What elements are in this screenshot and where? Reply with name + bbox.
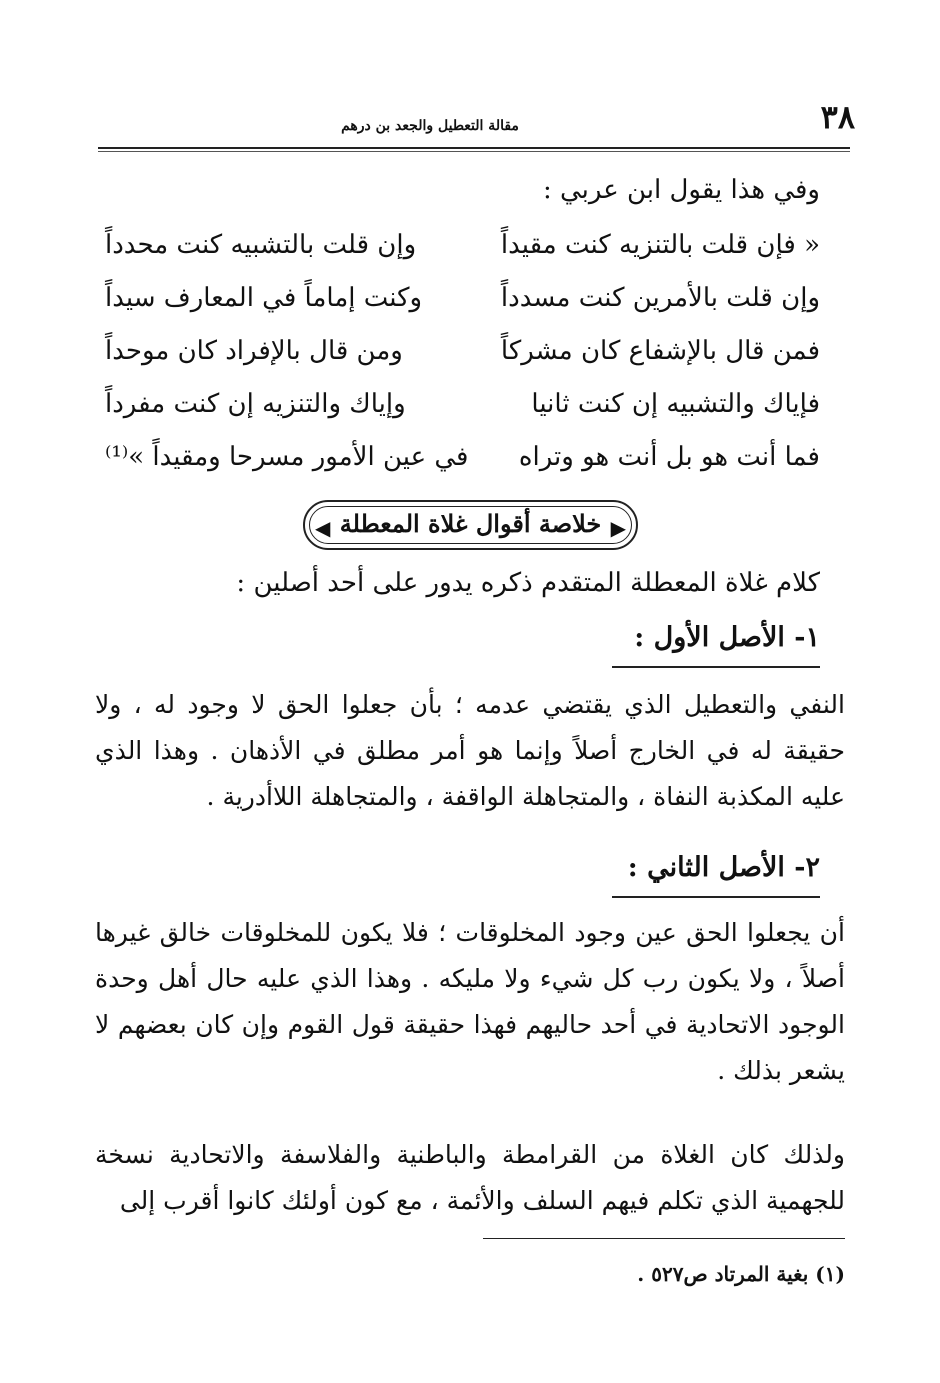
poem-verse-3-first: فمن قال بالإشفاع كان مشركاً [500,336,820,366]
footnote: (١) بغية المرتاد ص٥٢٧ . [637,1262,845,1286]
intro-line: وفي هذا يقول ابن عربي : [542,175,820,205]
poem-verse-4-first: فإياك والتشبيه إن كنت ثانيا [531,389,820,419]
closing-paragraph: ولذلك كان الغلاة من القرامطة والباطنية والفلاسفة والاتحادية نسخة للجهمية الذي تكلم فيهم السلف والأئمة ، مع كون أولئك كانوا أقرب إلى [95,1140,845,1215]
header-rule [98,147,850,149]
section1-paragraph: النفي والتعطيل الذي يقتضي عدمه ؛ بأن جعلوا الحق لا وجود له ، ولا حقيقة له في الخارج أصلاً وإنما هو أمر مطلق في الأذهان . وهذا الذي عليه المكذبة النفاة ، والمتجاهلة الواقفة ، والمتجاهلة اللاأدرية . [95,690,845,811]
banner-title: خلاصة أقوال غلاة المعطلة [339,509,602,538]
poem-verse-5-second: في عين الأمور مسرحا ومقيداً »⁽¹⁾ [105,442,469,472]
left-arrow-icon: ◀ [315,516,331,540]
summary-line: كلام غلاة المعطلة المتقدم ذكره يدور على أحد أصلين : [236,568,820,598]
poem-verse-3-second: ومن قال بالإفراد كان موحداً [105,336,403,366]
poem-verse-1-first: « فإن قلت بالتنزيه كنت مقيداً [500,230,820,260]
poem-verse-2-first: وإن قلت بالأمرين كنت مسدداً [500,283,820,313]
poem-verse-2-second: وكنت إماماً في المعارف سيداً [105,283,423,313]
section1-heading: ١- الأصل الأول : [634,622,820,653]
right-arrow-icon: ▶ [610,516,626,540]
section1-underline [612,666,820,668]
poem-verse-5-first: فما أنت هو بل أنت هو وتراه [518,442,820,472]
header-rule-thin [98,151,850,152]
section-banner [303,500,638,550]
running-title: مقالة التعطيل والجعد بن درهم [341,118,519,134]
page-number: ٣٨ [820,98,855,136]
section2-paragraph: أن يجعلوا الحق عين وجود المخلوقات ؛ فلا يكون للمخلوقات خالق غيرها أصلاً ، ولا يكون رب كل شيء ولا مليكه . وهذا الذي عليه حال أهل وحدة الوجود الاتحادية في أحد حاليهم فهذا حقيقة قول القوم وإن كان بعضهم لا يشعر بذلك . [95,918,845,1085]
section2-underline [612,896,820,898]
poem-verse-4-second: وإياك والتنزيه إن كنت مفرداً [105,389,406,419]
section2-heading: ٢- الأصل الثاني : [627,852,820,883]
poem-verse-1-second: وإن قلت بالتشبيه كنت محدداً [105,230,417,260]
footnote-rule [483,1238,845,1239]
